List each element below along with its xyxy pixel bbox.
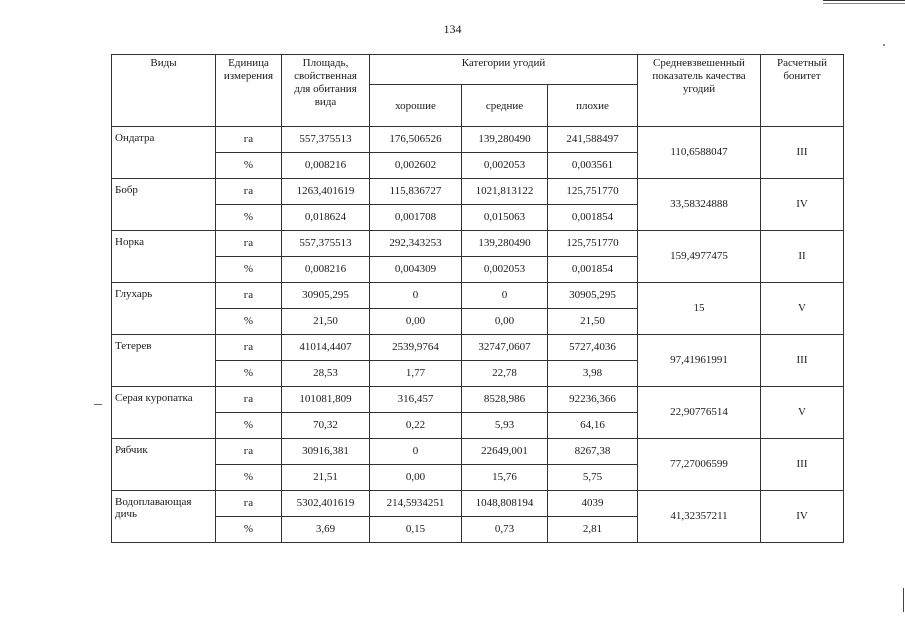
unit-cell: % [216,413,282,439]
good-pct: 0,001708 [370,205,462,231]
area-pct: 0,008216 [282,257,370,283]
table-row [112,179,844,205]
header-medium: средние [462,85,548,127]
good-ha: 292,343253 [370,231,462,257]
header-bonitet: Расчетный бонитет [761,55,844,127]
poor-ha: 8267,38 [548,439,638,465]
scan-edge-line [823,0,905,1]
species-name: Глухарь [112,283,216,335]
bonitet-value: IV [761,491,844,543]
area-ha: 1263,401619 [282,179,370,205]
medium-pct: 0,002053 [462,257,548,283]
poor-pct: 3,98 [548,361,638,387]
quality-value: 33,58324888 [638,179,761,231]
habitat-quality-table [111,54,844,543]
poor-pct: 0,001854 [548,205,638,231]
area-ha: 101081,809 [282,387,370,413]
medium-ha: 32747,0607 [462,335,548,361]
scan-mark [903,588,904,612]
unit-cell: % [216,465,282,491]
medium-pct: 5,93 [462,413,548,439]
medium-pct: 0,002053 [462,153,548,179]
medium-ha: 1048,808194 [462,491,548,517]
area-ha: 30916,381 [282,439,370,465]
unit-cell: % [216,309,282,335]
page-number: 134 [443,22,462,36]
poor-ha: 125,751770 [548,179,638,205]
good-ha: 214,5934251 [370,491,462,517]
good-ha: 0 [370,283,462,309]
poor-ha: 4039 [548,491,638,517]
unit-cell: га [216,231,282,257]
quality-value: 15 [638,283,761,335]
good-pct: 0,004309 [370,257,462,283]
scan-speck [883,44,885,46]
poor-pct: 21,50 [548,309,638,335]
good-pct: 0,002602 [370,153,462,179]
species-name: Серая куропатка [112,387,216,439]
area-ha: 557,375513 [282,231,370,257]
unit-cell: % [216,205,282,231]
table-row [112,491,844,517]
medium-pct: 0,73 [462,517,548,543]
area-ha: 30905,295 [282,283,370,309]
good-ha: 316,457 [370,387,462,413]
scan-mark [94,404,102,405]
poor-ha: 125,751770 [548,231,638,257]
species-name: Водоплавающая дичь [112,491,216,543]
medium-ha: 139,280490 [462,231,548,257]
area-pct: 21,51 [282,465,370,491]
area-pct: 28,53 [282,361,370,387]
poor-pct: 0,001854 [548,257,638,283]
table-row [112,387,844,413]
quality-value: 159,4977475 [638,231,761,283]
good-pct: 0,22 [370,413,462,439]
area-pct: 3,69 [282,517,370,543]
medium-ha: 139,280490 [462,127,548,153]
unit-cell: % [216,517,282,543]
scan-edge-line [823,3,905,4]
bonitet-value: III [761,439,844,491]
area-ha: 41014,4407 [282,335,370,361]
area-pct: 0,008216 [282,153,370,179]
poor-ha: 30905,295 [548,283,638,309]
quality-value: 110,6588047 [638,127,761,179]
header-categories: Категории угодий [370,55,638,85]
table-row [112,127,844,153]
header-species: Виды [112,55,216,127]
table-body [112,127,844,543]
medium-pct: 0,00 [462,309,548,335]
poor-pct: 2,81 [548,517,638,543]
poor-ha: 92236,366 [548,387,638,413]
unit-cell: га [216,127,282,153]
medium-pct: 22,78 [462,361,548,387]
unit-cell: га [216,283,282,309]
header-unit: Единица измерения [216,55,282,127]
area-ha: 5302,401619 [282,491,370,517]
medium-pct: 0,015063 [462,205,548,231]
unit-cell: га [216,179,282,205]
header-good: хорошие [370,85,462,127]
unit-cell: га [216,491,282,517]
unit-cell: га [216,439,282,465]
bonitet-value: III [761,335,844,387]
bonitet-value: III [761,127,844,179]
poor-ha: 241,588497 [548,127,638,153]
table-row [112,335,844,361]
good-pct: 0,00 [370,465,462,491]
bonitet-value: V [761,283,844,335]
area-pct: 70,32 [282,413,370,439]
poor-ha: 5727,4036 [548,335,638,361]
medium-ha: 8528,986 [462,387,548,413]
species-name: Бобр [112,179,216,231]
unit-cell: % [216,361,282,387]
good-ha: 0 [370,439,462,465]
bonitet-value: IV [761,179,844,231]
bonitet-value: II [761,231,844,283]
unit-cell: % [216,153,282,179]
good-ha: 176,506526 [370,127,462,153]
poor-pct: 0,003561 [548,153,638,179]
quality-value: 77,27006599 [638,439,761,491]
area-pct: 21,50 [282,309,370,335]
area-ha: 557,375513 [282,127,370,153]
good-pct: 1,77 [370,361,462,387]
good-ha: 2539,9764 [370,335,462,361]
medium-ha: 22649,001 [462,439,548,465]
table-row [112,231,844,257]
header-quality: Средневзвешенный показатель качества угодий [638,55,761,127]
species-name: Норка [112,231,216,283]
species-name: Ондатра [112,127,216,179]
quality-value: 22,90776514 [638,387,761,439]
header-area: Площадь, свойственная для обитания вида [282,55,370,127]
header-poor: плохие [548,85,638,127]
bonitet-value: V [761,387,844,439]
unit-cell: га [216,387,282,413]
unit-cell: % [216,257,282,283]
quality-value: 41,32357211 [638,491,761,543]
quality-value: 97,41961991 [638,335,761,387]
medium-ha: 1021,813122 [462,179,548,205]
medium-ha: 0 [462,283,548,309]
table-row [112,283,844,309]
medium-pct: 15,76 [462,465,548,491]
good-pct: 0,00 [370,309,462,335]
table-row [112,439,844,465]
poor-pct: 5,75 [548,465,638,491]
species-name: Рябчик [112,439,216,491]
good-pct: 0,15 [370,517,462,543]
unit-cell: га [216,335,282,361]
poor-pct: 64,16 [548,413,638,439]
species-name: Тетерев [112,335,216,387]
good-ha: 115,836727 [370,179,462,205]
area-pct: 0,018624 [282,205,370,231]
